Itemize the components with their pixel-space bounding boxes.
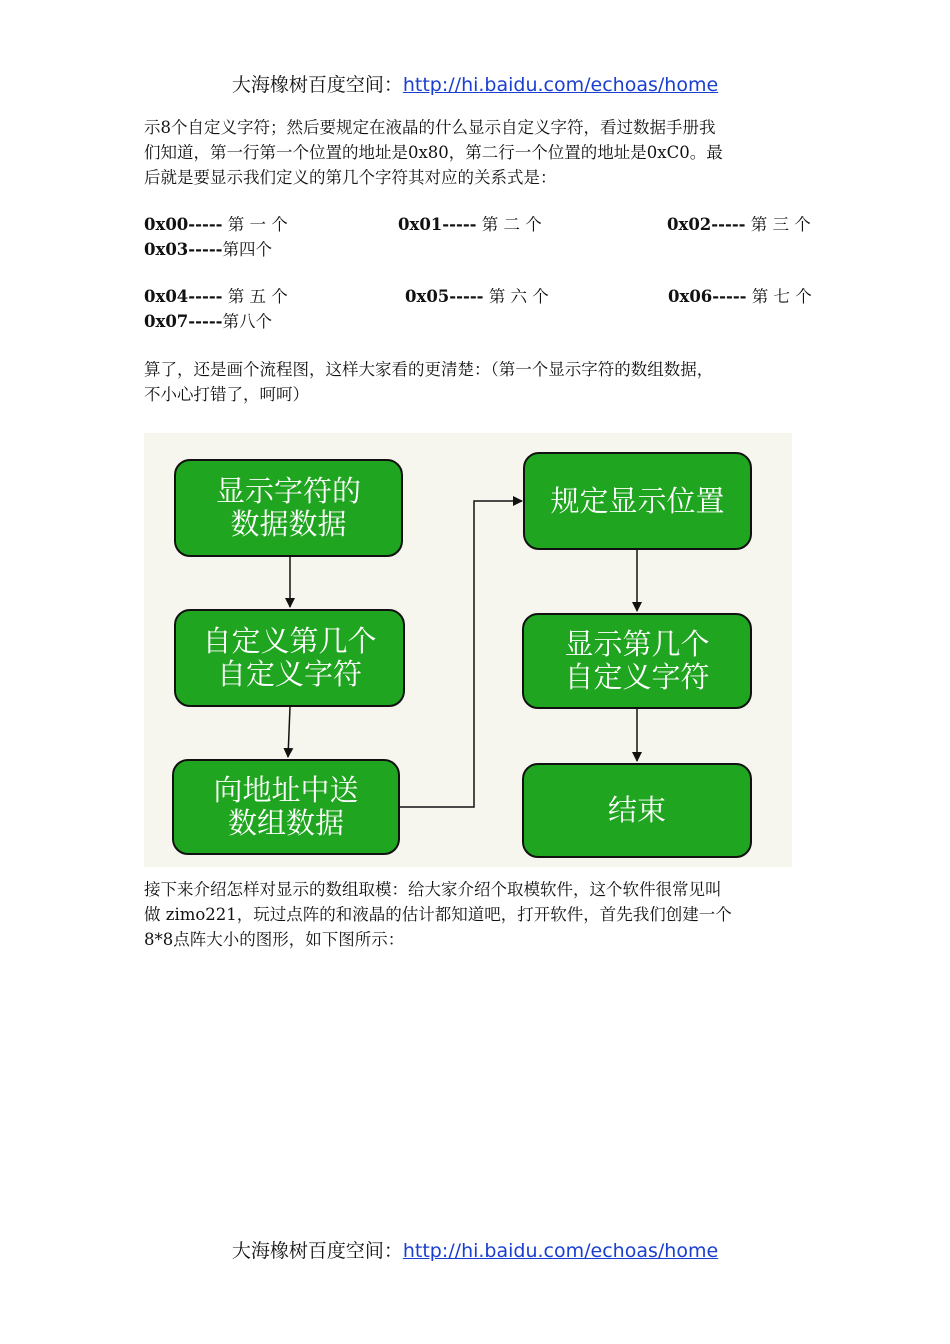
footer-url-link[interactable]: http://hi.baidu.com/echoas/home bbox=[402, 1240, 719, 1262]
flow-node-set-position bbox=[523, 452, 752, 550]
mapping-code: 0x06----- bbox=[668, 287, 747, 306]
mapping-label: 第 五 个 bbox=[227, 287, 288, 306]
node-text-line: 显示字符的 bbox=[215, 474, 361, 508]
mapping-code: 0x00----- bbox=[144, 215, 223, 234]
intro-line: 后就是要显示我们定义的第几个字符其对应的关系式是： bbox=[144, 168, 557, 187]
mapping-code: 0x04----- bbox=[144, 287, 223, 306]
flow-intro-paragraph bbox=[144, 357, 808, 407]
arrow-n2-n3 bbox=[288, 707, 290, 757]
mapping-label: 第 三 个 bbox=[750, 215, 811, 234]
flowchart bbox=[144, 433, 792, 867]
mapping-label: 第 七 个 bbox=[751, 287, 812, 306]
footer-site-name: 大海橡树百度空间： bbox=[231, 1240, 403, 1262]
node-text-line: 数组数据 bbox=[227, 806, 344, 840]
node-text-line: 显示第几个 bbox=[564, 627, 710, 661]
intro-line: 示8个自定义字符；然后要规定在液晶的什么显示自定义字符，看过数据手册我 bbox=[144, 118, 716, 137]
mapping-label: 第 二 个 bbox=[481, 215, 542, 234]
intro-line: 们知道，第一行第一个位置的地址是0x80，第二行一个位置的地址是0xC0。最 bbox=[144, 143, 723, 162]
flow-node-send-data bbox=[172, 759, 400, 855]
outro-line: 8*8点阵大小的图形，如下图所示： bbox=[144, 930, 405, 949]
outro-line: 做 zimo221，玩过点阵的和液晶的估计都知道吧，打开软件，首先我们创建一个 bbox=[144, 905, 732, 924]
mapping-code: 0x01----- bbox=[398, 215, 477, 234]
mapping-code: 0x03----- bbox=[144, 240, 223, 259]
flow-node-display-char-data bbox=[174, 459, 403, 557]
arrow-n3-n4 bbox=[400, 501, 522, 807]
mapping-code: 0x02----- bbox=[667, 215, 746, 234]
mapping-0x01 bbox=[398, 212, 542, 237]
header-site-name: 大海橡树百度空间： bbox=[231, 74, 403, 96]
flow-node-custom-char bbox=[174, 609, 405, 707]
mapping-label: 第八个 bbox=[222, 312, 273, 331]
mapping-label: 第 一 个 bbox=[227, 215, 288, 234]
flow-node-end bbox=[522, 763, 752, 858]
node-text-line: 规定显示位置 bbox=[550, 483, 725, 518]
mapping-0x03 bbox=[144, 237, 272, 262]
outro-paragraph bbox=[144, 877, 808, 952]
mapping-label: 第 六 个 bbox=[488, 287, 549, 306]
mapping-0x06 bbox=[668, 284, 812, 309]
node-text-line: 自定义第几个 bbox=[202, 624, 377, 658]
page-header bbox=[0, 70, 950, 97]
page-footer bbox=[0, 1236, 950, 1263]
node-text-line: 向地址中送 bbox=[213, 773, 359, 807]
flow-intro-line: 算了，还是画个流程图，这样大家看的更清楚：（第一个显示字符的数组数据， bbox=[144, 360, 714, 379]
flow-node-display-custom-char bbox=[522, 613, 752, 709]
outro-line: 接下来介绍怎样对显示的数组取模：给大家介绍个取模软件，这个软件很常见叫 bbox=[144, 880, 722, 899]
mapping-0x05 bbox=[405, 284, 549, 309]
flow-intro-line: 不小心打错了，呵呵） bbox=[144, 385, 309, 404]
node-text-line: 自定义字符 bbox=[564, 660, 710, 694]
mapping-0x00 bbox=[144, 212, 288, 237]
intro-paragraph bbox=[144, 115, 808, 190]
mapping-0x04 bbox=[144, 284, 288, 309]
header-url-link[interactable]: http://hi.baidu.com/echoas/home bbox=[402, 74, 719, 96]
mapping-0x07 bbox=[144, 309, 272, 334]
mapping-0x02 bbox=[667, 212, 811, 237]
mapping-label: 第四个 bbox=[222, 240, 273, 259]
node-text-line: 数据数据 bbox=[230, 507, 347, 541]
node-text-line: 自定义字符 bbox=[216, 657, 362, 691]
mapping-code: 0x07----- bbox=[144, 312, 223, 331]
mapping-code: 0x05----- bbox=[405, 287, 484, 306]
node-text-line: 结束 bbox=[607, 793, 666, 827]
